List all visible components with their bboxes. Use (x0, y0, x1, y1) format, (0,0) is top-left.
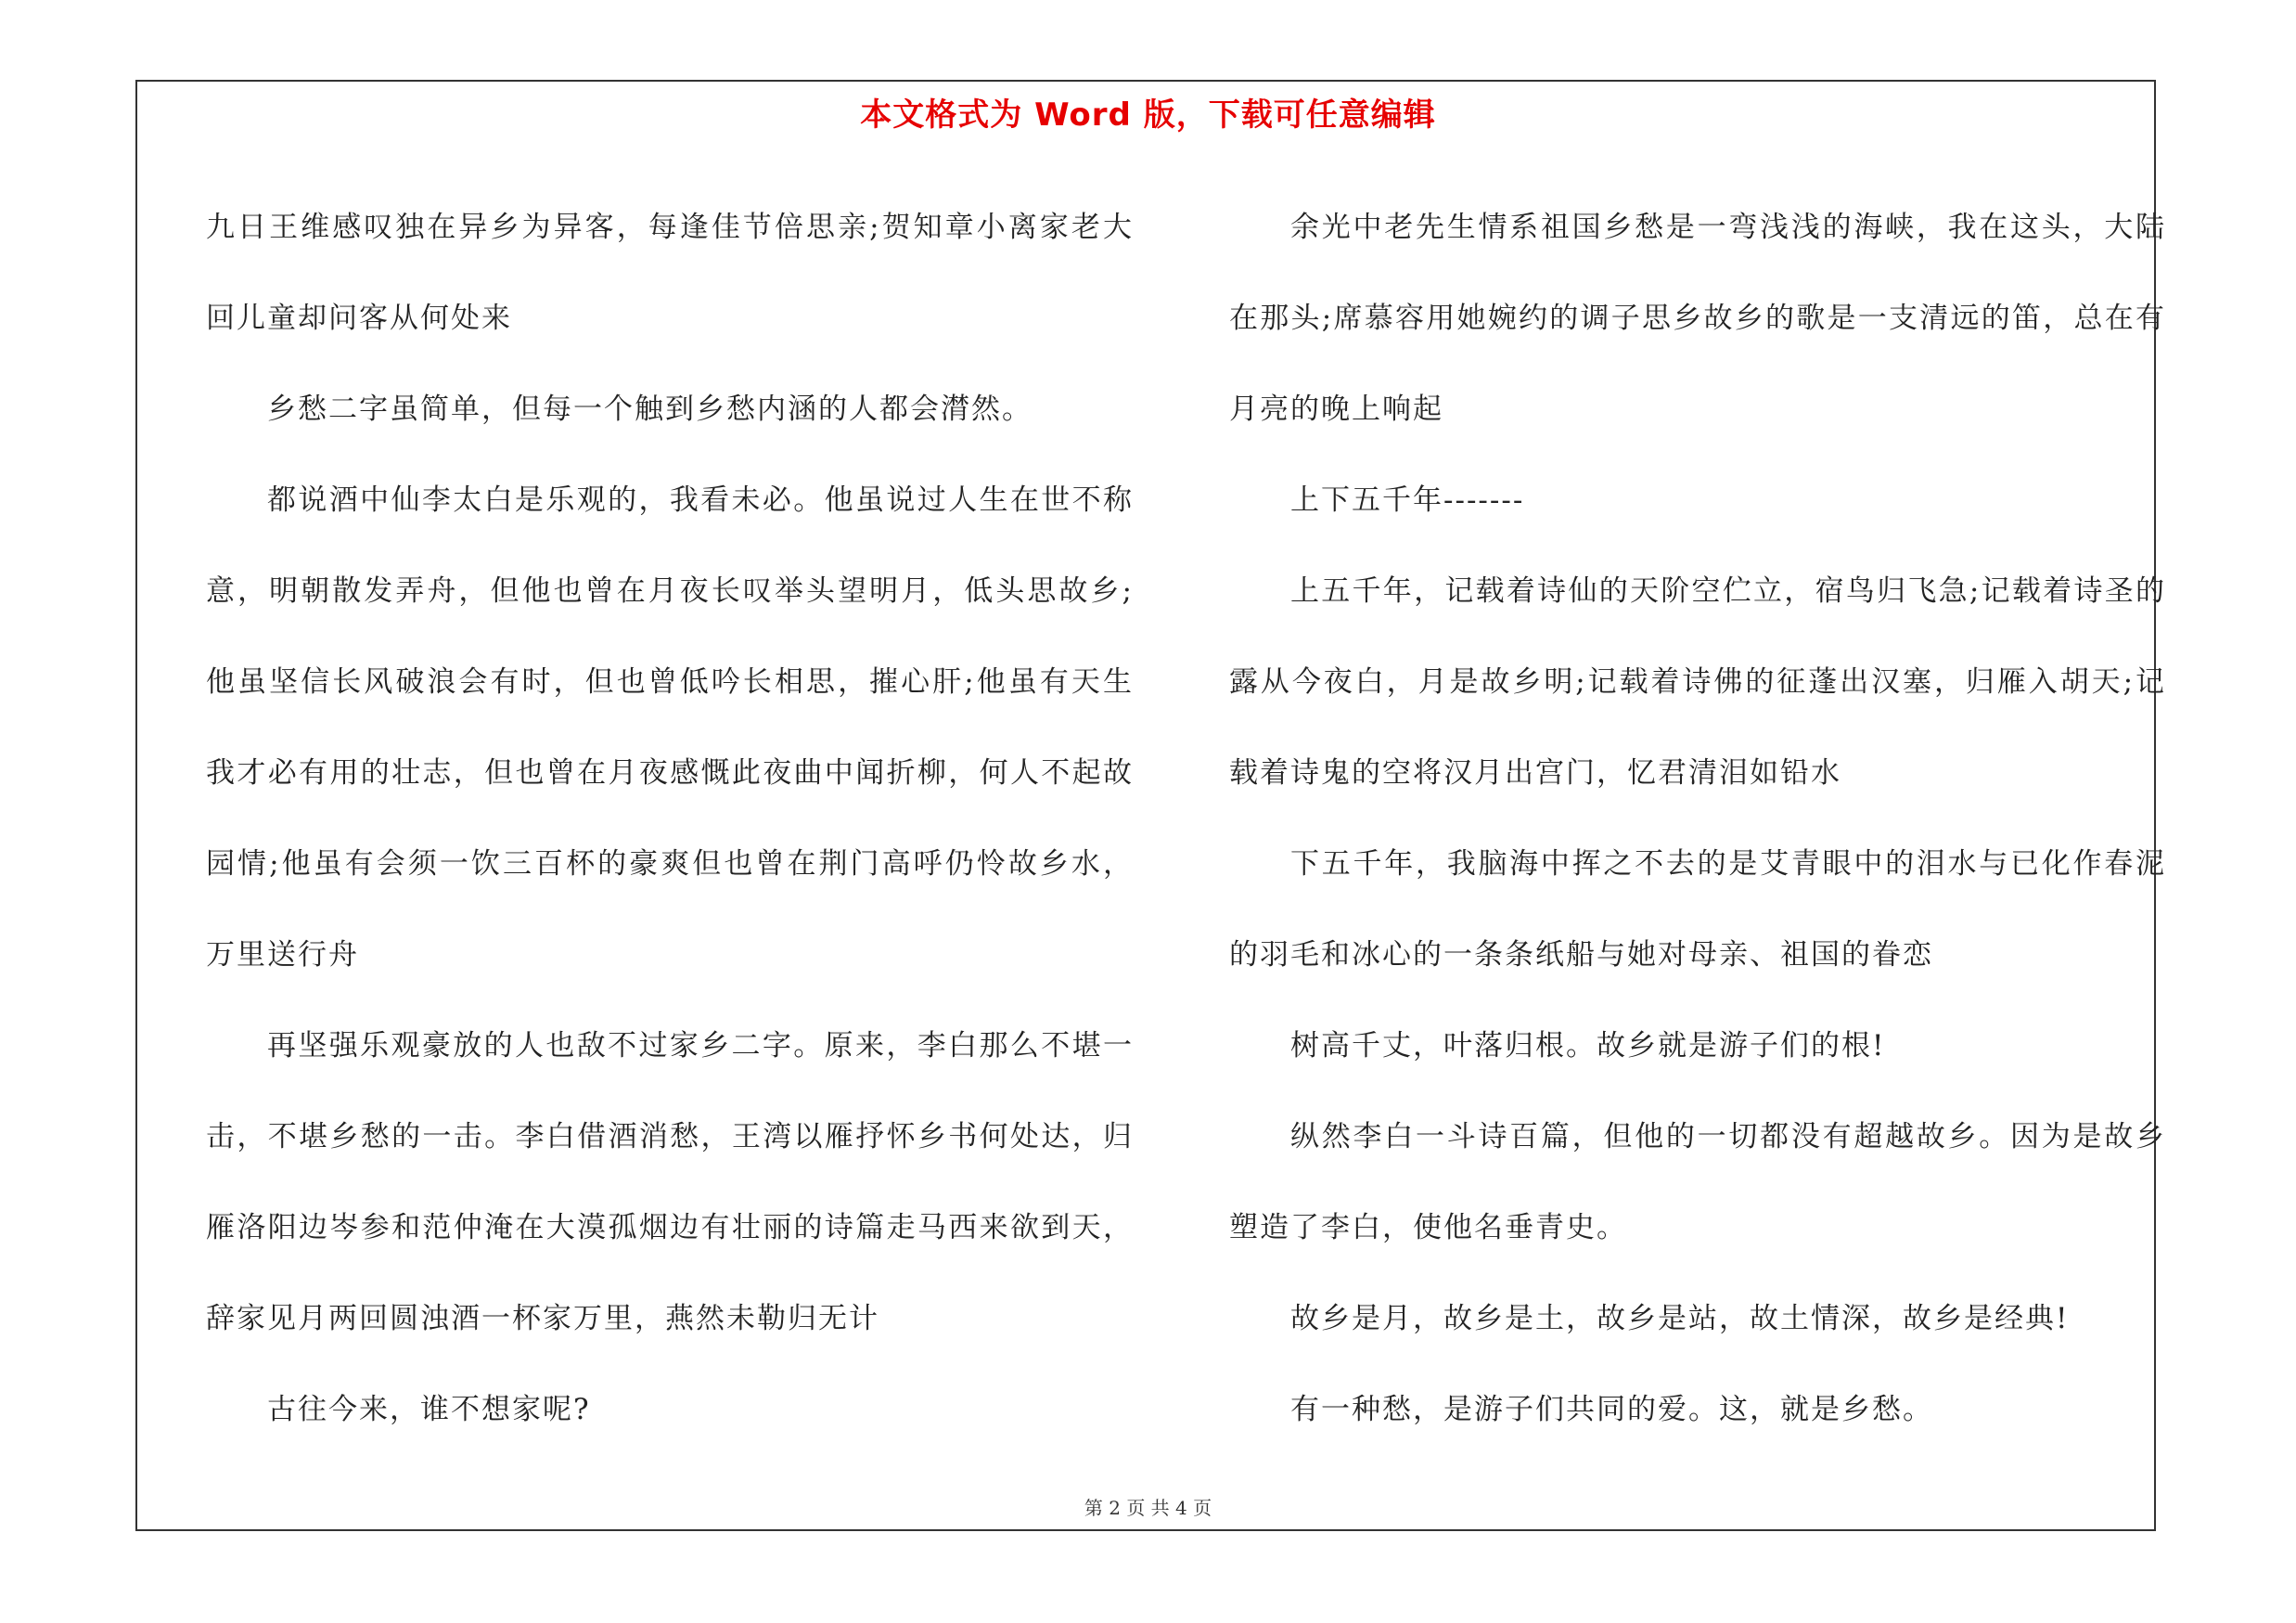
right-column (1229, 182, 2166, 1455)
right-paragraph-1: 余光中老先生情系祖国乡愁是一弯浅浅的海峡，我在这头，大陆在那头;席慕容用她婉约的调子思乡故乡的歌是一支清远的笛，总在有月亮的晚上响起 (1229, 211, 2166, 426)
left-paragraph-1: 九日王维感叹独在异乡为异客，每逢佳节倍思亲;贺知章小离家老大回儿童却问客从何处来 (206, 211, 1134, 335)
right-paragraph-6: 纵然李白一斗诗百篇，但他的一切都没有超越故乡。因为是故乡塑造了李白，使他名垂青史。 (1229, 1120, 2166, 1244)
left-paragraph-2: 乡愁二字虽简单，但每一个触到乡愁内涵的人都会潸然。 (267, 393, 1033, 426)
right-paragraph-3: 上五千年，记载着诗仙的天阶空伫立，宿鸟归飞急;记载着诗圣的露从今夜白，月是故乡明;记载着诗佛的征蓬出汉塞，归雁入胡天;记载着诗鬼的空将汉月出宫门，忆君清泪如铅水 (1229, 574, 2166, 790)
left-paragraph-4: 再坚强乐观豪放的人也敌不过家乡二字。原来，李白那么不堪一击，不堪乡愁的一击。李白借酒消愁，王湾以雁抒怀乡书何处达，归雁洛阳边岑参和范仲淹在大漠孤烟边有壮丽的诗篇走马西来欲到天，辞家见月两回圆浊酒一杯家万里，燕然未勒归无计 (206, 1029, 1134, 1335)
left-paragraph-5: 古往今来，谁不想家呢? (267, 1393, 591, 1426)
left-column (206, 182, 1134, 1455)
right-paragraph-4: 下五千年，我脑海中挥之不去的是艾青眼中的泪水与已化作春泥的羽毛和冰心的一条条纸船与她对母亲、祖国的眷恋 (1229, 847, 2166, 972)
page-number: 第 2 页 共 4 页 (1084, 1497, 1212, 1519)
right-paragraph-7: 故乡是月，故乡是土，故乡是站，故土情深，故乡是经典! (1290, 1302, 2070, 1335)
right-paragraph-2: 上下五千年------- (1290, 483, 1525, 517)
document-banner: 本文格式为 Word 版，下载可任意编辑 (860, 97, 1436, 134)
right-paragraph-8: 有一种愁，是游子们共同的爱。这，就是乡愁。 (1290, 1393, 1933, 1426)
right-paragraph-5: 树高千丈，叶落归根。故乡就是游子们的根! (1290, 1029, 1886, 1063)
left-paragraph-3: 都说酒中仙李太白是乐观的，我看未必。他虽说过人生在世不称意，明朝散发弄舟，但他也曾在月夜长叹举头望明月，低头思故乡;他虽坚信长风破浪会有时，但也曾低吟长相思，摧心肝;他虽有天生我才必有用的壮志，但也曾在月夜感慨此夜曲中闻折柳，何人不起故园情;他虽有会须一饮三百杯的豪爽但也曾在荆门高呼仍怜故乡水，万里送行舟 (206, 483, 1134, 972)
